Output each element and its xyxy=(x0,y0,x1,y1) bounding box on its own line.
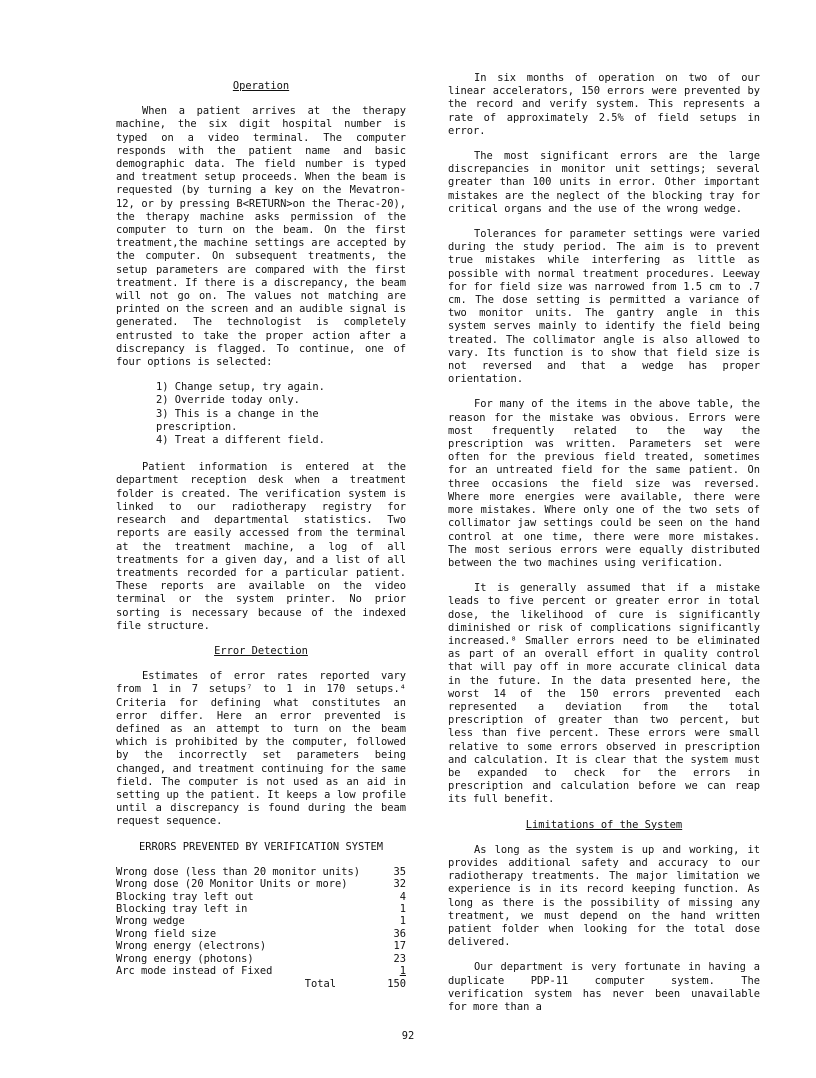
options-list xyxy=(156,381,406,447)
table-title: ERRORS PREVENTED BY VERIFICATION SYSTEM xyxy=(139,840,383,853)
row-label: Wrong field size xyxy=(116,927,217,940)
right-paragraph-6: As long as the system is up and working, it provides additional safety and accuracy to our radiotherapy treatments. The major limitation we experience is in its record keeping function. As long as there is the possibility of missing any treatment, we must depend on the hand written patient folder when looking for the total dose delivered. xyxy=(448,843,760,949)
row-count: 1 xyxy=(399,965,406,978)
option-2: 2) Override today only. xyxy=(156,394,300,407)
row-count: 35 xyxy=(393,865,406,878)
table-row xyxy=(116,866,406,878)
table-total-row xyxy=(116,977,406,990)
error-detection-paragraph: Estimates of error rates reported vary from 1 in 7 setups⁷ to 1 in 170 setups.⁴ Criteria for defining what constitutes an error differ. Here an error prevented is defined as an attempt to turn on the beam which is prohibited by the computer, followed by the incorrectly set parameters being changed, and treatment continuing for the same field. The computer is not used as an aid in setting up the patient. It keeps a low profile until a discrepancy is found during the beam request sequence. xyxy=(116,670,406,828)
page-number: 92 xyxy=(401,1030,415,1042)
total-label: Total xyxy=(304,978,336,991)
left-column xyxy=(116,72,406,991)
table-row xyxy=(116,878,406,890)
table-row xyxy=(116,915,406,927)
row-count: 32 xyxy=(393,878,406,891)
right-paragraph-3: Tolerances for parameter settings were varied during the study period. The aim is to prevent true mistakes while interfering as little as possible with normal treatment procedures. Leeway for for field size was narrowed from 1.5 cm to .7 cm. The dose setting is permitted a variance of two monitor units. The gantry angle in this system serves mainly to identify the field being treated. The collimator angle is also allowed to vary. Its function is to show that field size is not reversed and that a wedge has proper orientation. xyxy=(448,228,760,386)
limitations-heading: Limitations of the System xyxy=(525,818,683,831)
table-row xyxy=(116,965,406,977)
row-label: Wrong wedge xyxy=(116,915,185,928)
row-label: Blocking tray left out xyxy=(116,890,254,903)
right-paragraph-2: The most significant errors are the large discrepancies in monitor unit settings; several greater than 100 units in error. Other important mistakes are the neglect of the blocking tray for critical organs and the use of the wrong wedge. xyxy=(448,150,760,215)
row-label: Wrong energy (electrons) xyxy=(116,940,267,953)
option-4: 4) Treat a different field. xyxy=(156,434,325,447)
row-label: Wrong dose (less than 20 monitor units) xyxy=(116,865,360,878)
operation-paragraph-2: Patient information is entered at the department reception desk when a treatment folder is created. The verification system is linked to our radiotherapy registry for research and departmental statistics. Two reports are easily accessed from the terminal at the treatment machine, a log of all treatments for a given day, and a list of all treatments recorded for a particular patient. These reports are available on the video terminal or the system printer. No prior sorting is necessary because of the indexed file structure. xyxy=(116,461,406,632)
table-row xyxy=(116,891,406,903)
row-count: 36 xyxy=(393,927,406,940)
row-label: Arc mode instead of Fixed xyxy=(116,965,273,978)
error-detection-heading: Error Detection xyxy=(214,644,308,657)
table-row xyxy=(116,928,406,940)
row-count: 1 xyxy=(399,902,406,915)
right-paragraph-5: It is generally assumed that if a mistake leads to five percent or greater error in total dose, the likelihood of cure is significantly diminished or risk of complications significantly increased.⁸ Smaller errors need to be eliminated as part of an overall effort in quality control that will pay off in more accurate clinical data in the future. In the data presented here, the worst 14 of the 150 errors prevented each represented a deviation from the total prescription of greater than two percent, but less than five percent. These errors were small relative to some errors observed in prescription and calculation. It is clear that the system must be expanded to check for the errors in prescription and calculation before we can reap its full benefit. xyxy=(448,582,760,806)
errors-table xyxy=(116,866,406,991)
operation-paragraph-1: When a patient arrives at the therapy machine, the six digit hospital number is typed on a video terminal. The computer responds with the patient name and basic demographic data. The field number is typed and treatment setup proceeds. When the beam is requested (by turning a key on the Mevatron-12, or by pressing B<RETURN>on the Therac-20), the therapy machine asks permission of the computer to turn on the beam. On the first treatment,the machine settings are accepted by the computer. On subsequent treatments, the setup parameters are compared with the first treatment. If there is a discrepancy, the beam will not go on. The values not matching are printed on the screen and an audible signal is generated. The technologist is completely entrusted to take the proper action after a discrepancy is flagged. To continue, one of four options is selected: xyxy=(116,105,406,369)
total-value: 150 xyxy=(387,978,406,991)
row-count: 4 xyxy=(399,890,406,903)
table-row xyxy=(116,940,406,952)
right-paragraph-1: In six months of operation on two of our linear accelerators, 150 errors were prevented by the record and verify system. This represents a rate of approximately 2.5% of field setups in error. xyxy=(448,72,760,137)
option-1: 1) Change setup, try again. xyxy=(156,381,325,394)
row-count: 23 xyxy=(393,952,406,965)
row-label: Blocking tray left in xyxy=(116,902,248,915)
row-label: Wrong energy (photons) xyxy=(116,952,254,965)
row-count: 17 xyxy=(393,940,406,953)
table-row xyxy=(116,953,406,965)
table-row xyxy=(116,903,406,915)
row-label: Wrong dose (20 Monitor Units or more) xyxy=(116,878,348,891)
right-paragraph-7: Our department is very fortunate in having a duplicate PDP-11 computer system. The verification system has never been unavailable for more than a xyxy=(448,961,760,1013)
right-column xyxy=(448,72,760,1026)
row-count: 1 xyxy=(399,915,406,928)
right-paragraph-4: For many of the items in the above table, the reason for the mistake was obvious. Errors were most frequently related to the way the prescription was written. Parameters set were often for the previous field treated, sometimes for an untreated field for the same patient. On three occasions the field size was reversed. Where more energies were available, there were more mistakes. Where only one of the two sets of collimator jaw settings could be seen on the hand control at one time, there were more mistakes. The most serious errors were equally distributed between the two machines using verification. xyxy=(448,398,760,569)
operation-heading: Operation xyxy=(232,80,290,92)
option-3: 3) This is a change in the prescription. xyxy=(156,407,319,433)
